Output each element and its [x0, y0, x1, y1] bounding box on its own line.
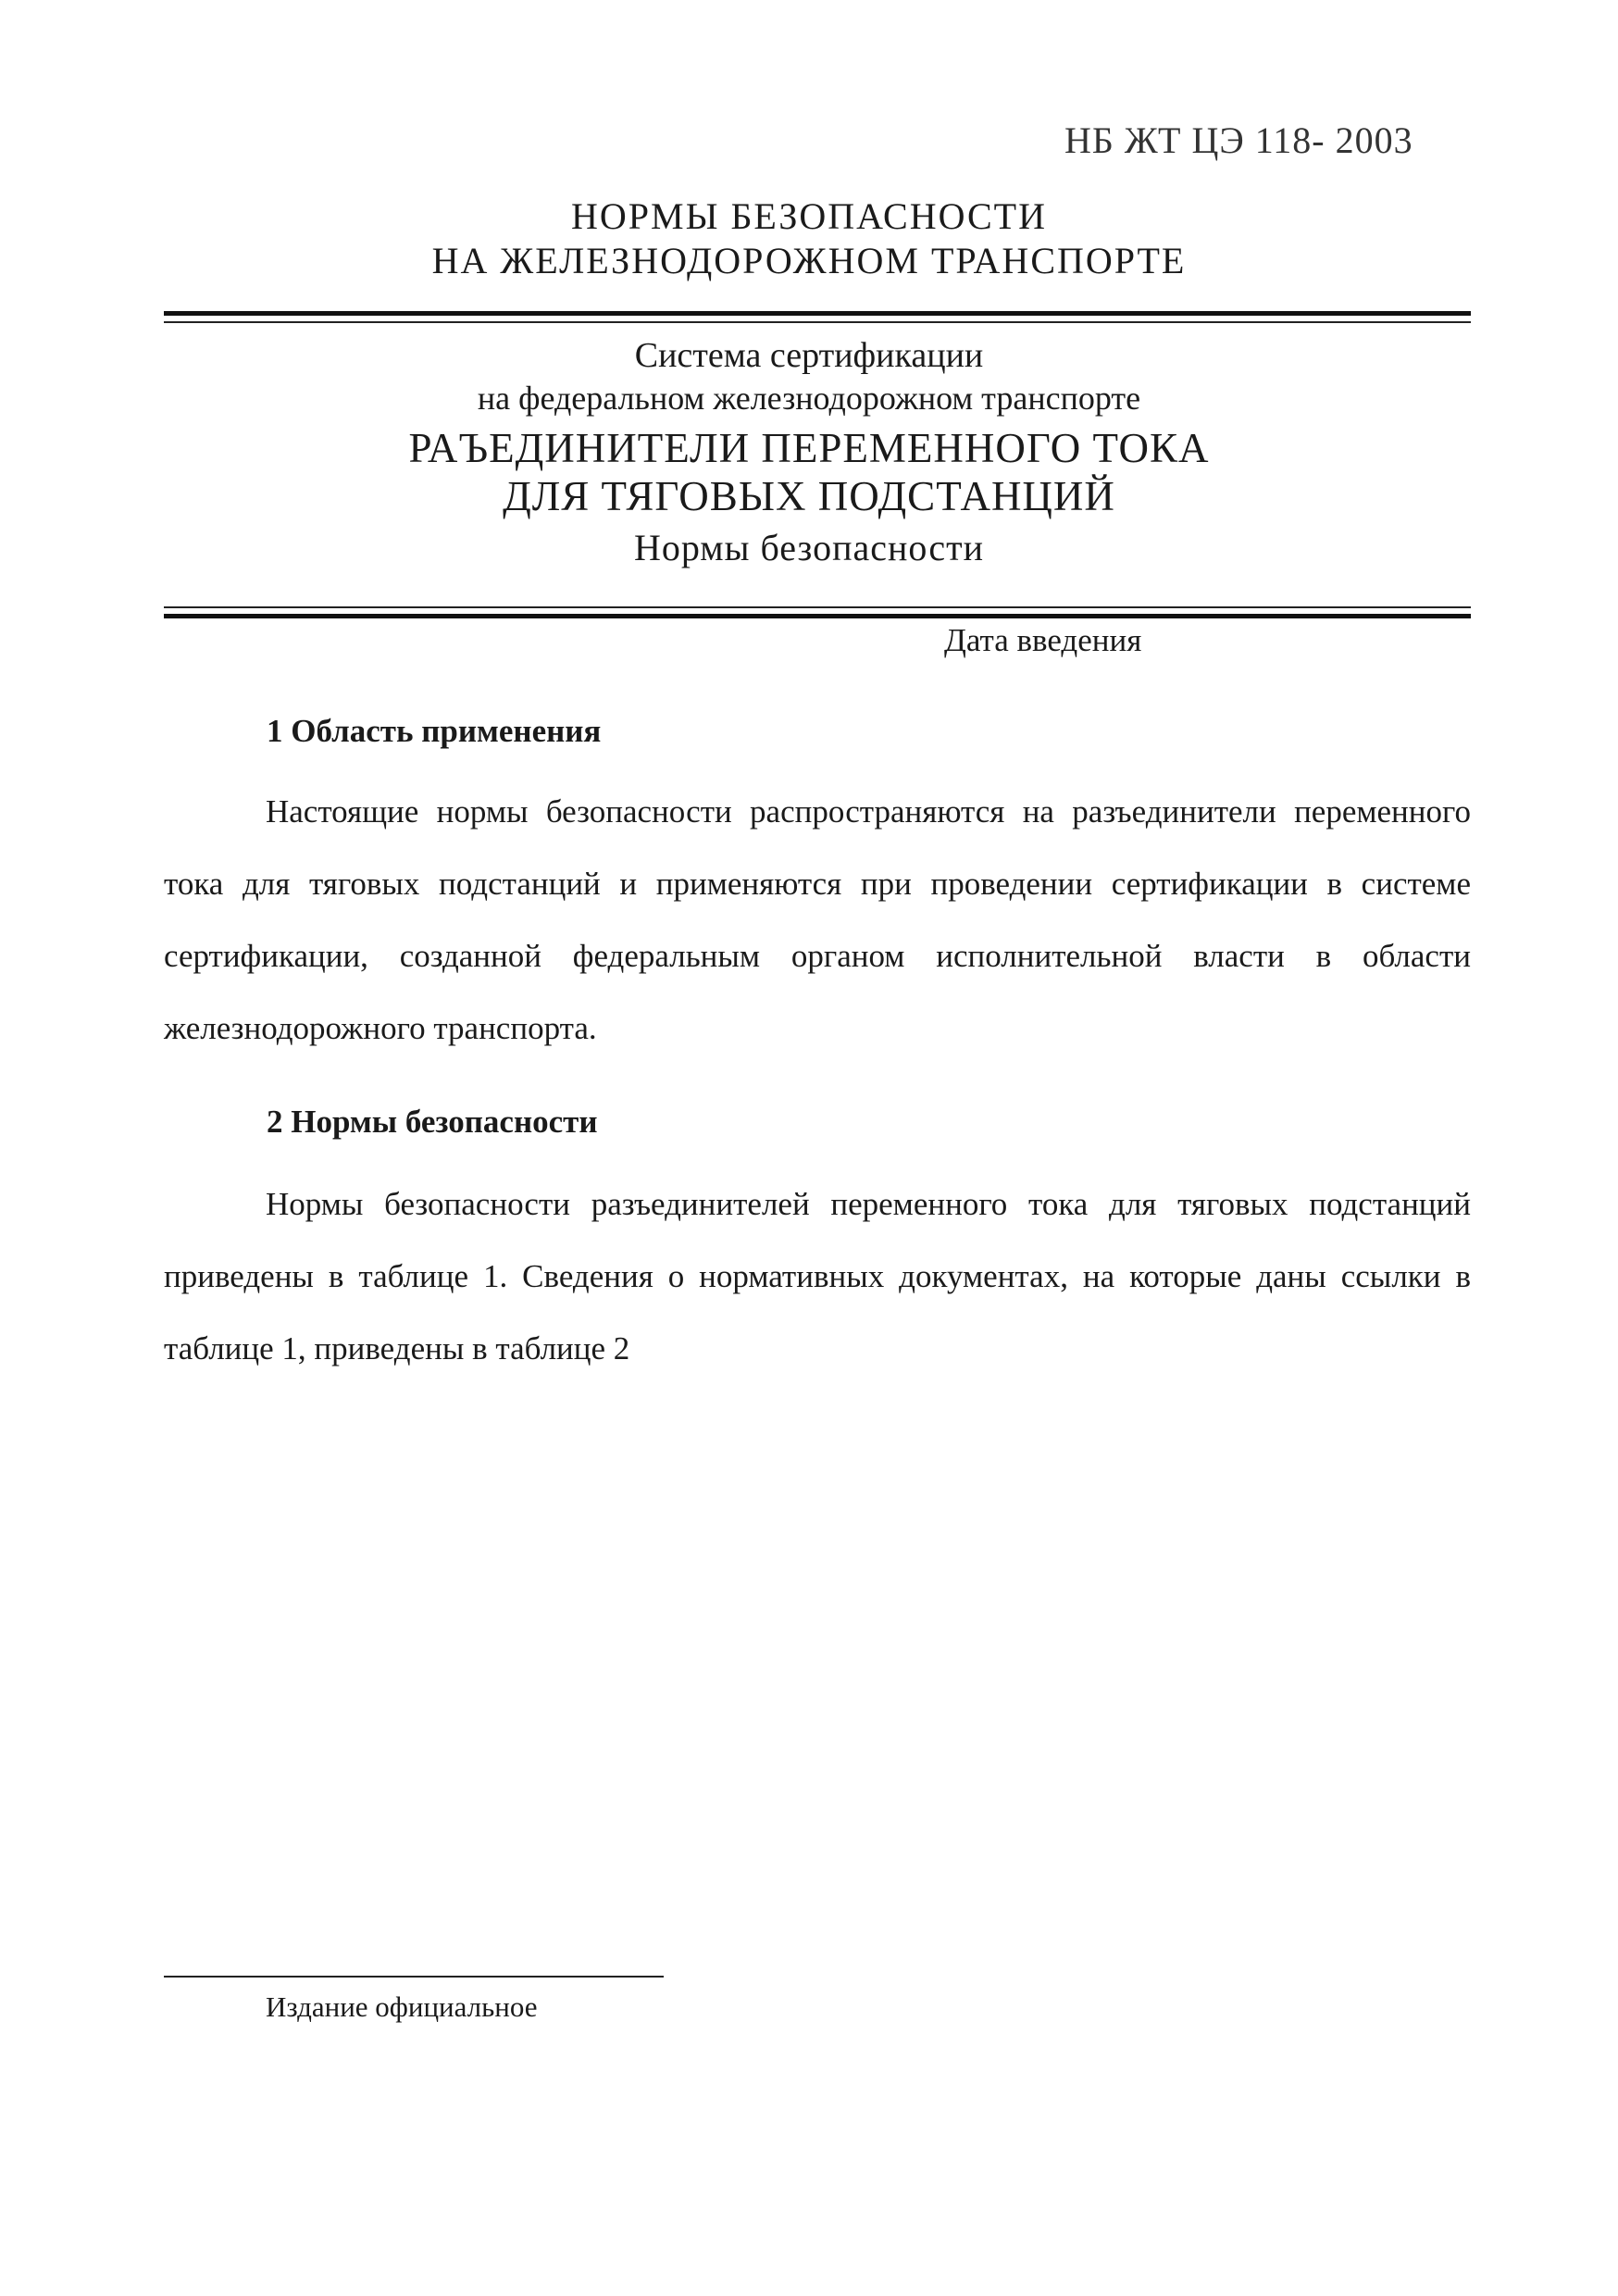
header-title-line1: НОРМЫ БЕЗОПАСНОСТИ	[570, 195, 1047, 237]
section-text-safety-norms: Нормы безопасности разъединителей переменного тока для тяговых подстанций приведены в таблице 1. Сведения о нормативных документах, на которые даны ссылки в таблице 1, приведены в таблице 2	[164, 1186, 1471, 1366]
section-heading-safety-norms: 2 Нормы безопасности	[267, 1104, 598, 1140]
header-title-line2: НА ЖЕЛЕЗНОДОРОЖНОМ ТРАНСПОРТЕ	[431, 240, 1187, 281]
document-title-line2: ДЛЯ ТЯГОВЫХ ПОДСТАНЦИЙ	[503, 473, 1115, 519]
date-introduced-label: Дата введения	[944, 622, 1142, 658]
bottom-divider	[164, 606, 1471, 618]
document-code: НБ ЖТ ЦЭ 118- 2003	[1064, 119, 1413, 161]
document-title-line1: РАЪЕДИНИТЕЛИ ПЕРЕМЕННОГО ТОКА	[408, 425, 1210, 471]
footnote-divider	[164, 1976, 664, 1978]
system-line2: на федеральном железнодорожном транспорте	[477, 380, 1141, 417]
top-divider	[164, 311, 1471, 323]
system-line1: Система сертификации	[634, 336, 984, 375]
document-subtitle: Нормы безопасности	[633, 527, 985, 568]
section-heading-scope: 1 Область применения	[267, 713, 602, 749]
official-edition-note: Издание официальное	[266, 1990, 538, 2023]
section-text-scope: Настоящие нормы безопасности распространяются на разъединители переменного тока для тяговых подстанций и применяются при проведении сертификации в системе сертификации, созданной федеральным органом исполнительной власти в области железнодорожного транспорта.	[164, 793, 1471, 1046]
